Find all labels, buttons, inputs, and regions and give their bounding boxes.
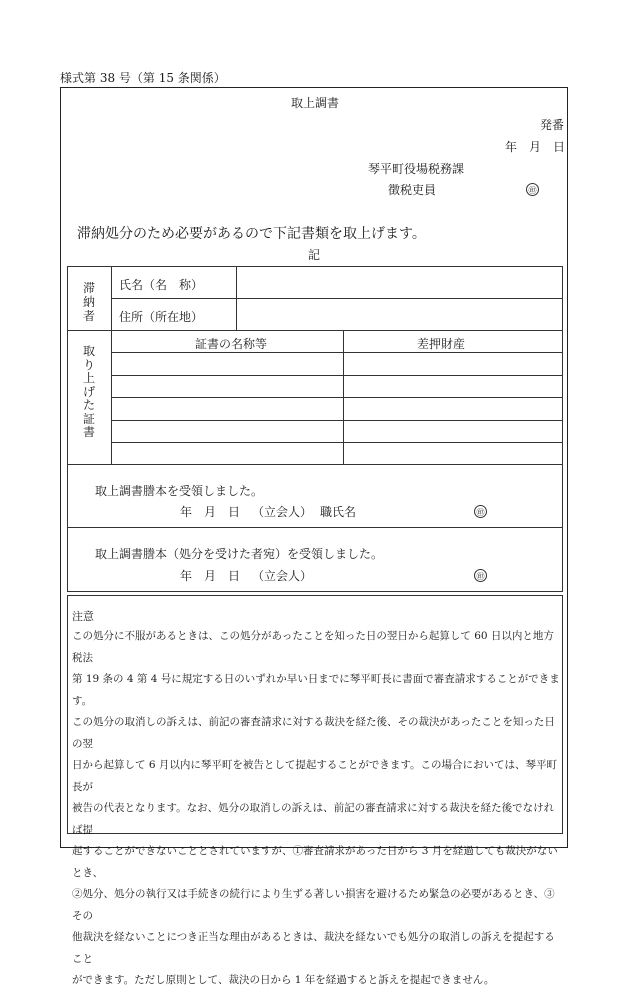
seal-mark-officer: ㊞ (526, 183, 539, 196)
receipt-date-2: 年 月 日 (180, 569, 241, 583)
officer-label: 徴税吏員 (388, 183, 437, 197)
receipt-statement-2: 取上調書謄本（処分を受けた者宛）を受領しました。 (95, 547, 384, 561)
seizure-statement: 滞納処分のため必要があるので下記書類を取上げます。 (77, 226, 426, 242)
delinquent-row-divider (111, 298, 563, 299)
receipt-divider (67, 527, 563, 528)
table-right-border (562, 266, 563, 592)
seized-row-divider (111, 442, 563, 443)
name-label: 氏名（名 称） (119, 278, 204, 292)
label-column-divider (111, 266, 112, 464)
address-label: 住所（所在地） (119, 310, 204, 324)
position-name-label: 職氏名 (320, 505, 357, 519)
seal-mark-receipt-2: ㊞ (474, 569, 487, 582)
receipt-date-1: 年 月 日 (180, 505, 241, 519)
table-bottom-border (67, 591, 563, 592)
notice-body (72, 626, 562, 992)
notice-line: 他裁決を経ないことにつき正当な理由があるときは、裁決を経ないでも処分の取消しの訴えを提起すること (72, 931, 555, 965)
issuing-office: 琴平町役場税務課 (368, 162, 465, 176)
seized-row-divider (111, 375, 563, 376)
receipt-statement-1: 取上調書謄本を受領しました。 (95, 484, 264, 498)
delinquent-label: 滞納者 (82, 281, 95, 323)
witness-label-2: （立会人） (252, 569, 313, 583)
document-title: 取上調書 (291, 96, 340, 110)
notice-line: ②処分、処分の執行又は手続きの続行により生ずる著しい損害を避けるため緊急の必要があるとき、③その (72, 888, 555, 922)
notice-line: 第 19 条の 4 第 4 号に規定する日のいずれか早い日までに琴平町長に書面で審査請求することができます。 (72, 673, 560, 707)
notice-line: 起することができないこととされていますが、①審査請求があった日から 3 月を経過しても裁決がないとき、 (72, 845, 558, 879)
notice-line: この処分に不服があるときは、この処分があったことを知った日の翌日から起算して 60 日以内と地方税法 (72, 630, 554, 664)
notice-line: 日から起算して 6 月以内に琴平町を被告として提起することができます。この場合においては、琴平町長が (72, 759, 558, 793)
column-header-seized-property: 差押財産 (417, 337, 466, 351)
notice-line: この処分の取消しの訴えは、前記の審査請求に対する裁決を経た後、その裁決があったことを知った日の翌 (72, 716, 555, 750)
table-left-border (67, 266, 68, 592)
seal-mark-receipt-1: ㊞ (474, 505, 487, 518)
form-number: 様式第 38 号（第 15 条関係） (60, 71, 226, 85)
issue-date: 年 月 日 (505, 140, 566, 154)
seized-row-divider (111, 420, 563, 421)
seized-bottom-border (67, 464, 563, 465)
notice-line: ができます。ただし原則として、裁決の日から 1 年を経過すると訴えを提起できません。 (72, 974, 495, 986)
seized-header-divider (111, 352, 563, 353)
column-header-certificate: 証書の名称等 (195, 337, 268, 351)
issue-number: 発番 (540, 118, 565, 132)
table-top-border (67, 266, 563, 267)
delinquent-bottom-border (67, 330, 563, 331)
notice-line: 被告の代表となります。なお、処分の取消しの訴えは、前記の審査請求に対する裁決を経た後でなければ提 (72, 802, 555, 836)
seized-row-divider (111, 397, 563, 398)
witness-label-1: （立会人） (252, 505, 313, 519)
seized-label: 取り上げた証書 (82, 344, 95, 439)
ki-mark: 記 (308, 248, 321, 262)
notice-heading: 注意 (72, 610, 94, 623)
